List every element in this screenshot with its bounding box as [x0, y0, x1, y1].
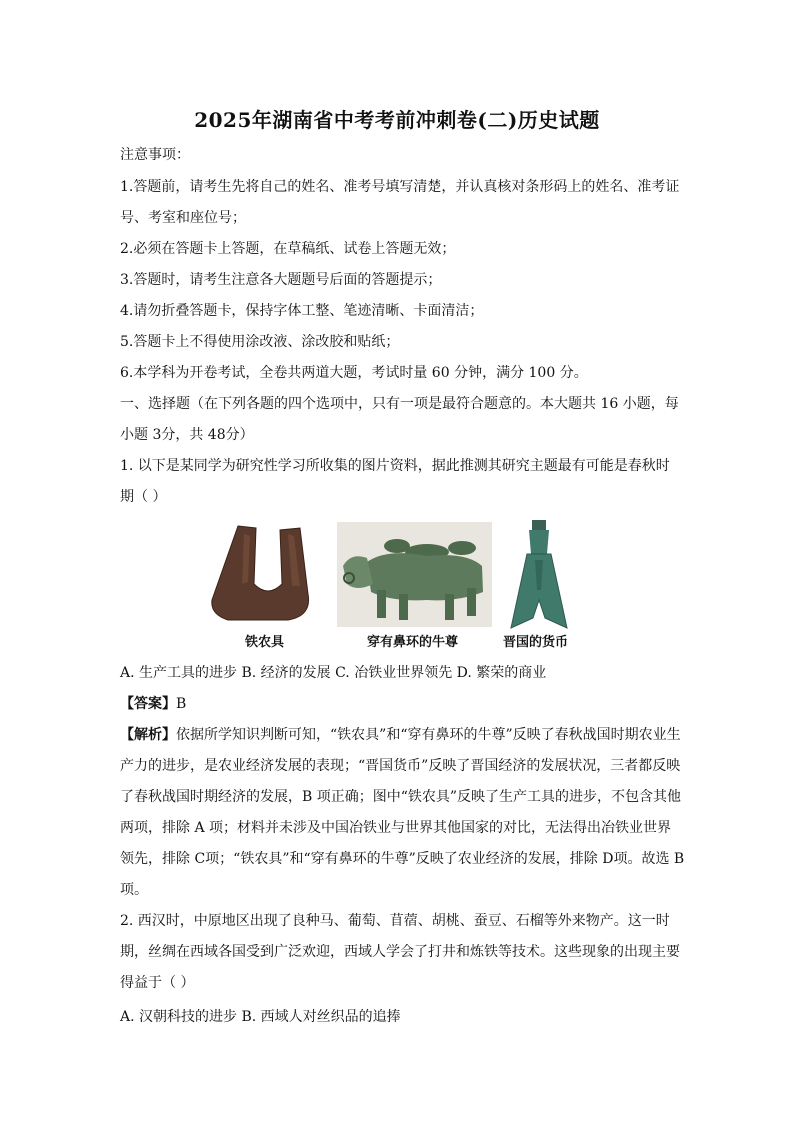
jin-spade-coin-image — [505, 520, 575, 630]
q2-stem-cont: 期，丝绸在西域各国受到广泛欢迎，西域人学会了打井和炼铁等技术。这些现象的出现主要 — [120, 944, 680, 960]
q1-answer — [120, 694, 680, 714]
answer-tag: 【答案】 — [120, 696, 176, 712]
caption-iron-tool: 铁农具 — [245, 635, 285, 650]
q1-figures — [200, 520, 620, 650]
notice-line: 5.答题卡上不得使用涂改液、涂改胶和贴纸； — [120, 334, 400, 350]
notice-line: 3.答题时，请考生注意各大题题号后面的答题提示； — [120, 272, 442, 288]
answer-value: B — [176, 696, 187, 712]
analysis-line: 两项，排除 A 项；材料并未涉及中国冶铁业与世界其他国家的对比，无法得出冶铁业世界 — [120, 820, 672, 836]
analysis-tag: 【解析】 — [120, 727, 176, 743]
notice-line: 号、考室和座位号； — [120, 210, 246, 226]
analysis-line: 了春秋战国时期经济的发展，B 项正确；图中“铁农具”反映了生产工具的进步，不包含其他 — [120, 789, 682, 805]
notice-heading: 注意事项： — [120, 147, 190, 163]
notice-line: 1.答题前，请考生先将自己的姓名、准考号填写清楚，并认真核对条形码上的姓名、准考证 — [120, 179, 680, 195]
analysis-line: 产力的进步，是农业经济发展的表现；“晋国货币”反映了晋国经济的发展状况，三者都反映 — [120, 758, 681, 774]
caption-jin-coin: 晋国的货币 — [503, 635, 569, 650]
analysis-line: 项。 — [120, 882, 148, 898]
section-heading: 一、选择题（在下列各题的四个选项中，只有一项是最符合题意的。本大题共 16 小题，每 — [120, 396, 679, 412]
q2-stem: 2. 西汉时，中原地区出现了良种马、葡萄、苜蓿、胡桃、蚕豆、石榴等外来物产。这一时 — [120, 913, 670, 929]
notice-line: 6.本学科为开卷考试，全卷共两道大题，考试时量 60 分钟，满分 100 分。 — [120, 365, 588, 381]
analysis-text: 依据所学知识判断可知，“铁农具”和“穿有鼻环的牛尊”反映了春秋战国时期农业生 — [176, 727, 681, 743]
q2-options: A. 汉朝科技的进步 B. 西域人对丝织品的追捧 — [120, 1009, 401, 1025]
ox-zun-vessel-image — [337, 522, 492, 627]
page-title: 2025年湖南省中考考前冲刺卷(二)历史试题 — [194, 108, 600, 132]
q1-options: A. 生产工具的进步 B. 经济的发展 C. 冶铁业世界领先 D. 繁荣的商业 — [120, 665, 547, 681]
analysis-line: 领先，排除 C项；“铁农具”和“穿有鼻环的牛尊”反映了农业经济的发展，排除 D项。故选 B — [120, 851, 685, 867]
caption-ox-zun: 穿有鼻环的牛尊 — [367, 635, 459, 650]
notice-line: 2.必须在答题卡上答题，在草稿纸、试卷上答题无效； — [120, 241, 456, 257]
notice-line: 4.请勿折叠答题卡，保持字体工整、笔迹清晰、卡面清洁； — [120, 303, 484, 319]
q1-stem: 1. 以下是某同学为研究性学习所收集的图片资料，据此推测其研究主题最有可能是春秋时 — [120, 458, 670, 474]
q1-stem-cont: 期（ ） — [120, 489, 167, 505]
q2-stem-cont: 得益于（ ） — [120, 975, 195, 991]
q1-analysis — [120, 725, 680, 745]
iron-farm-tool-image — [208, 524, 328, 624]
section-heading-cont: 小题 3分，共 48分） — [120, 427, 254, 443]
